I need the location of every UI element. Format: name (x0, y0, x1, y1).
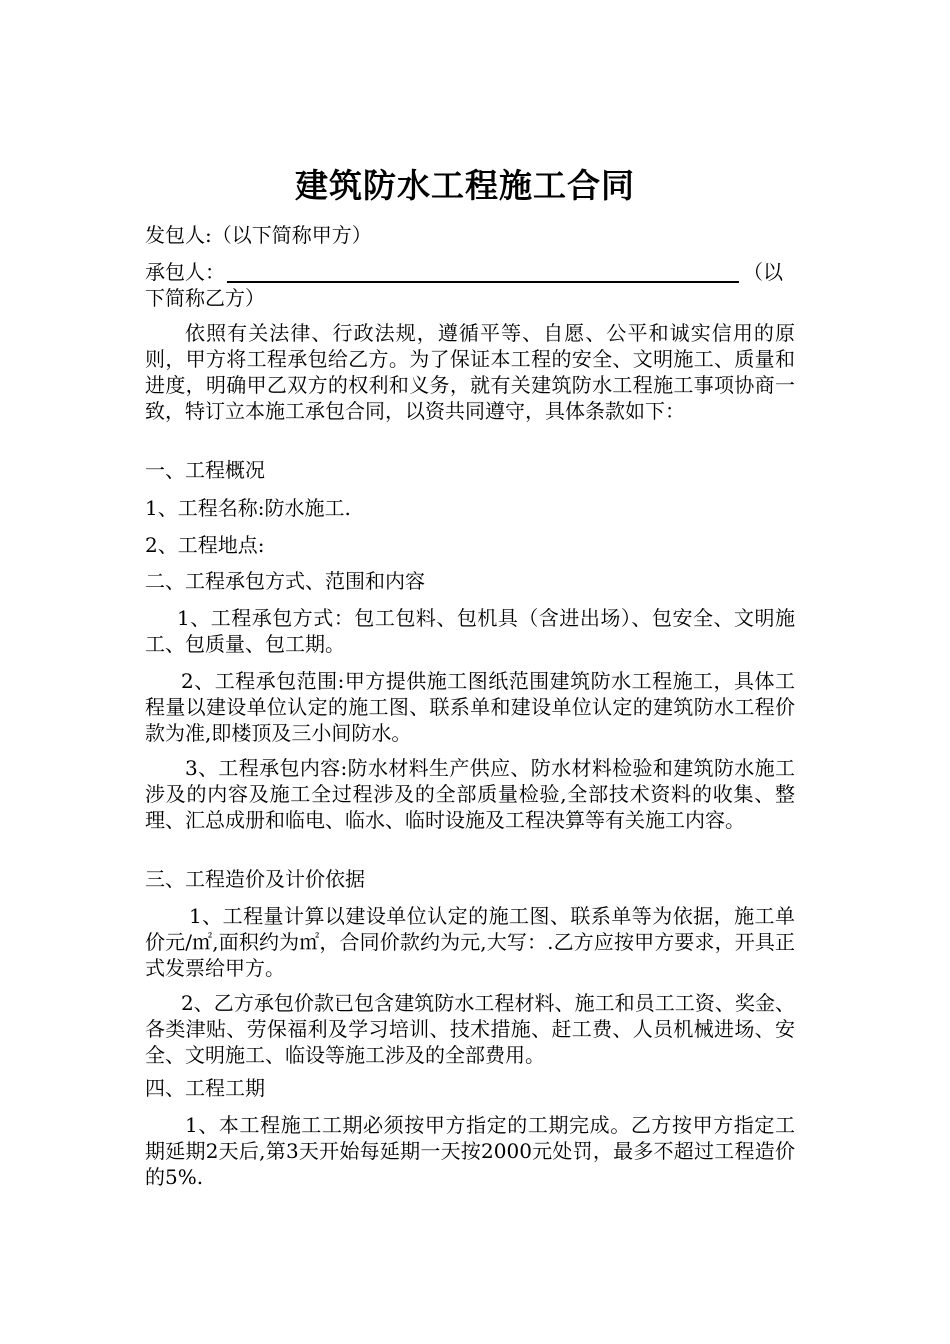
section-2-item-3: 3、工程承包内容:防水材料生产供应、防水材料检验和建筑防水施工涉及的内容及施工全过程涉及的全部质量检验,全部技术资料的收集、整理、汇总成册和临电、临水、临时设施及工程决算等有关施工内容。 (145, 756, 795, 832)
contractor-suffix-cont: 下简称乙方） (145, 286, 265, 310)
section-4-heading: 四、工程工期 (145, 1076, 265, 1100)
contractor-line (145, 259, 805, 285)
intro-paragraph: 依照有关法律、行政法规，遵循平等、自愿、公平和诚实信用的原则，甲方将工程承包给乙方。为了保证本工程的安全、文明施工、质量和进度，明确甲乙双方的权利和义务，就有关建筑防水工程施工事项协商一致，特订立本施工承包合同，以资共同遵守，具体条款如下： (145, 321, 795, 423)
section-3-item-1: 1、工程量计算以建设单位认定的施工图、联系单等为依据，施工单价元/㎡,面积约为㎡，合同价款约为元,大写：.乙方应按甲方要求，开具正式发票给甲方。 (145, 904, 795, 980)
contractor-label: 承包人： (145, 260, 225, 284)
document-title: 建筑防水工程施工合同 (295, 166, 635, 205)
section-3-item-2: 2、乙方承包价款已包含建筑防水工程材料、施工和员工工资、奖金、各类津贴、劳保福利及学习培训、技术措施、赶工费、人员机械进场、安全、文明施工、临设等施工涉及的全部费用。 (145, 991, 795, 1067)
section-2-item-1: 1、工程承包方式：包工包料、包机具（含进出场）、包安全、文明施工、包质量、包工期。 (145, 606, 795, 656)
section-1-heading: 一、工程概况 (145, 458, 265, 482)
section-2-heading: 二、工程承包方式、范围和内容 (145, 569, 425, 593)
section-1-item-1: 1、工程名称:防水施工. (145, 496, 351, 520)
section-2-item-2: 2、工程承包范围:甲方提供施工图纸范围建筑防水工程施工，具体工程量以建设单位认定的施工图、联系单和建设单位认定的建筑防水工程价款为准,即楼顶及三小间防水。 (145, 669, 795, 745)
contractor-blank (227, 261, 739, 283)
section-3-heading: 三、工程造价及计价依据 (145, 867, 365, 891)
contractor-suffix: （以 (743, 260, 783, 284)
section-4-item-1: 1、本工程施工工期必须按甲方指定的工期完成。乙方按甲方指定工期延期2天后,第3天开始每延期一天按2000元处罚，最多不超过工程造价的5%. (145, 1113, 795, 1189)
employer-line: 发包人:（以下简称甲方） (145, 223, 372, 247)
section-1-item-2: 2、工程地点: (145, 533, 265, 557)
